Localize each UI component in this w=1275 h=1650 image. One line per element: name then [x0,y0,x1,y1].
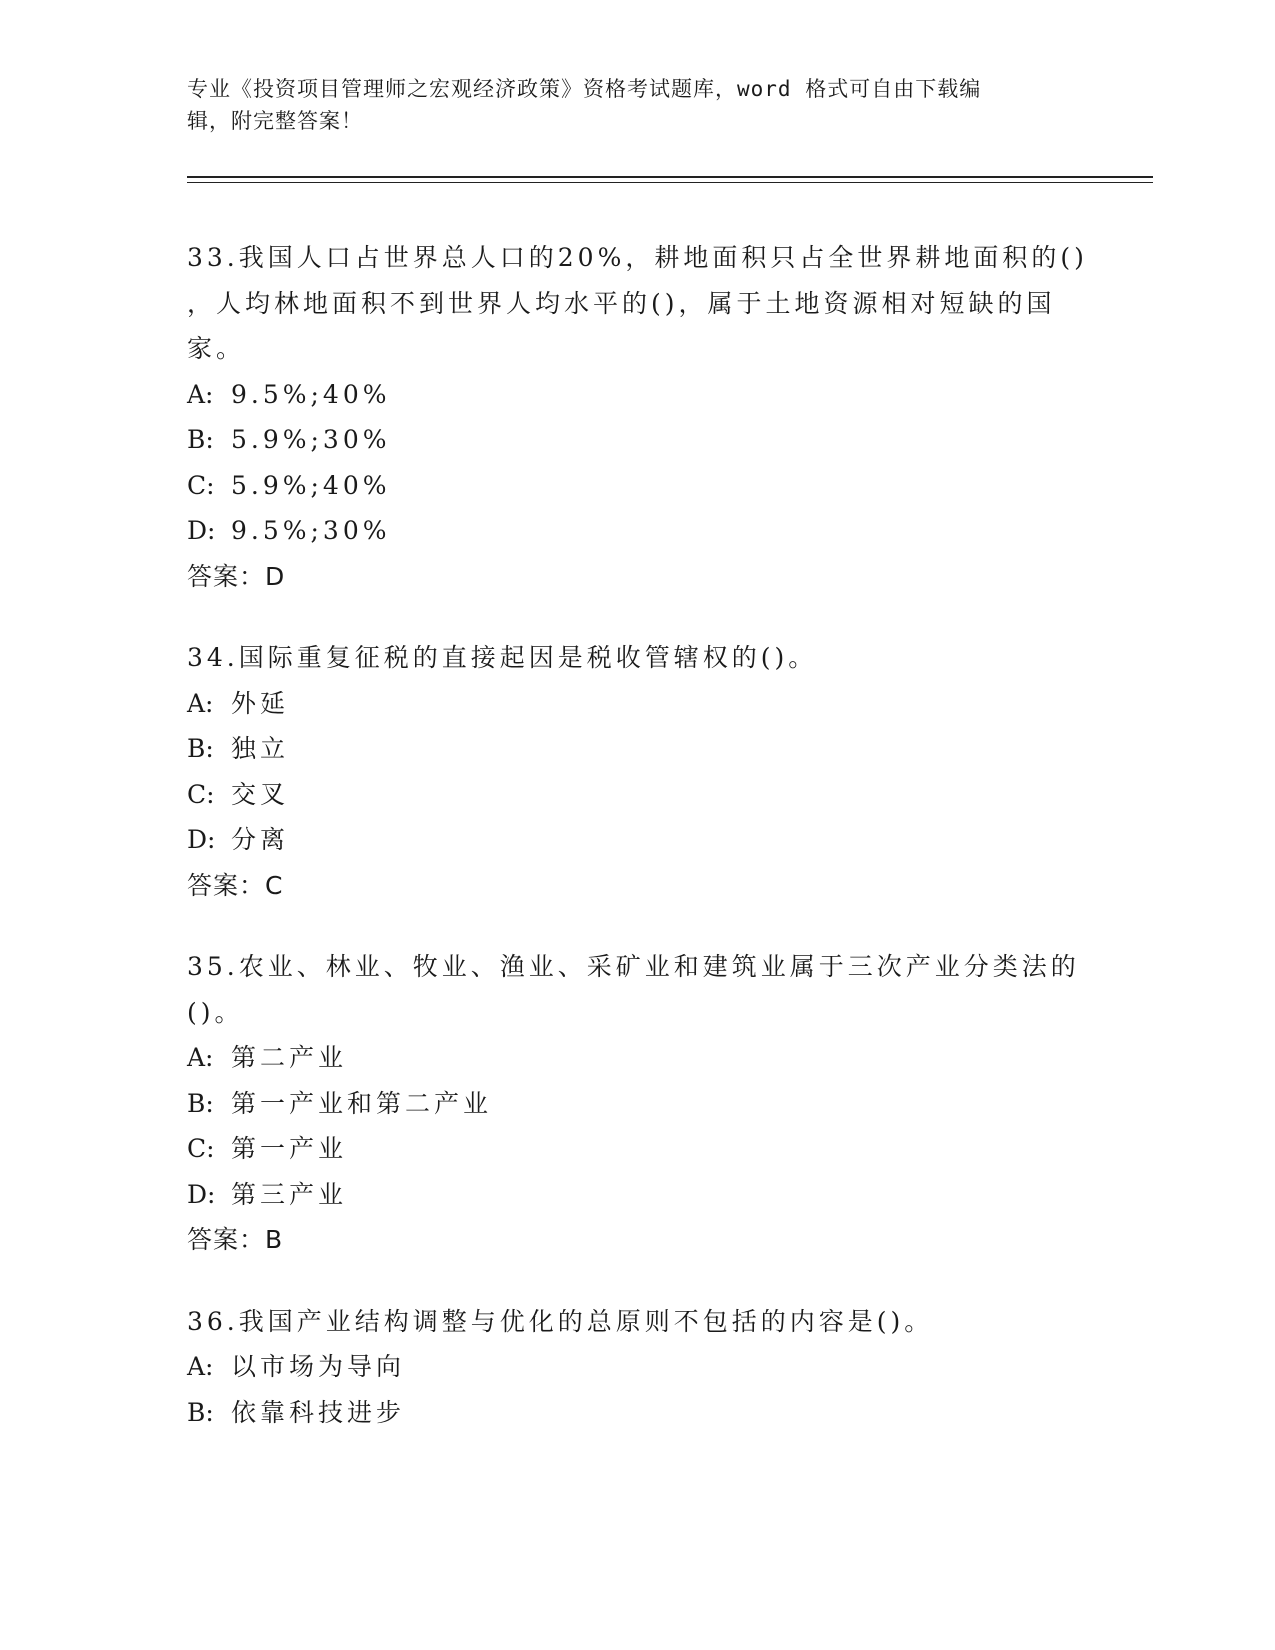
question-35 [187,944,1087,1263]
option-key: B: [187,1397,214,1427]
option-d [187,1172,1087,1218]
option-a [187,1035,1087,1081]
option-text: 第一产业 [231,1134,348,1163]
option-b [187,1081,1087,1127]
question-stem: 家。 [187,334,246,363]
question-36 [187,1299,1087,1436]
option-text: 分离 [231,825,290,854]
answer-line: 答案：C [187,870,284,900]
option-c [187,1126,1087,1172]
option-text: 外延 [231,688,290,718]
option-text: 第二产业 [231,1043,348,1072]
option-key: B: [187,425,214,454]
option-c [187,772,1087,818]
option-key: D: [187,516,216,545]
option-text: 交叉 [231,779,290,809]
question-33 [187,235,1087,599]
question-stem: 35.农业、林业、牧业、渔业、采矿业和建筑业属于三次产业分类法的 [187,952,1080,981]
answer-line: 答案：D [187,561,286,591]
question-list [187,235,1087,1471]
question-34 [187,635,1087,908]
option-key: A: [187,1043,214,1072]
option-text: 以市场为导向 [231,1352,406,1381]
option-text: 第三产业 [231,1179,348,1209]
question-stem: ()。 [187,997,244,1027]
option-key: B: [187,734,214,763]
option-key: C: [187,1134,215,1163]
option-b [187,726,1087,772]
option-text: 第一产业和第二产业 [231,1088,493,1118]
option-key: A: [187,379,214,409]
option-a [187,681,1087,727]
option-a [187,372,1087,418]
header-divider-thin [187,182,1153,183]
option-d [187,817,1087,863]
option-key: C: [187,779,215,809]
option-text: 5.9%;40% [231,470,391,500]
option-c [187,463,1087,509]
document-header [187,73,1067,137]
answer-line: 答案：B [187,1225,284,1254]
question-stem: 36.我国产业结构调整与优化的总原则不包括的内容是()。 [187,1306,934,1336]
option-key: A: [187,1352,214,1381]
option-text: 依靠科技进步 [231,1397,406,1427]
option-b [187,1390,1087,1436]
question-stem: 34.国际重复征税的直接起因是税收管辖权的()。 [187,643,818,672]
option-a [187,1344,1087,1390]
option-d [187,508,1087,554]
option-text: 独立 [231,734,290,763]
option-key: B: [187,1088,214,1118]
option-key: C: [187,470,215,500]
option-key: D: [187,825,216,854]
option-key: D: [187,1179,216,1209]
question-stem: 33.我国人口占世界总人口的20%，耕地面积只占全世界耕地面积的() [187,243,1088,272]
option-text: 5.9%;30% [231,425,391,454]
option-b [187,417,1087,463]
option-key: A: [187,688,214,718]
header-line: 辑，附完整答案！ [187,109,363,133]
header-divider [187,176,1153,178]
option-text: 9.5%;30% [231,516,391,545]
header-line: 专业《投资项目管理师之宏观经济政策》资格考试题库，word 格式可自由下载编 [187,77,982,101]
question-stem: ，人均林地面积不到世界人均水平的()，属于土地资源相对短缺的国 [187,288,1056,318]
option-text: 9.5%;40% [231,379,391,409]
